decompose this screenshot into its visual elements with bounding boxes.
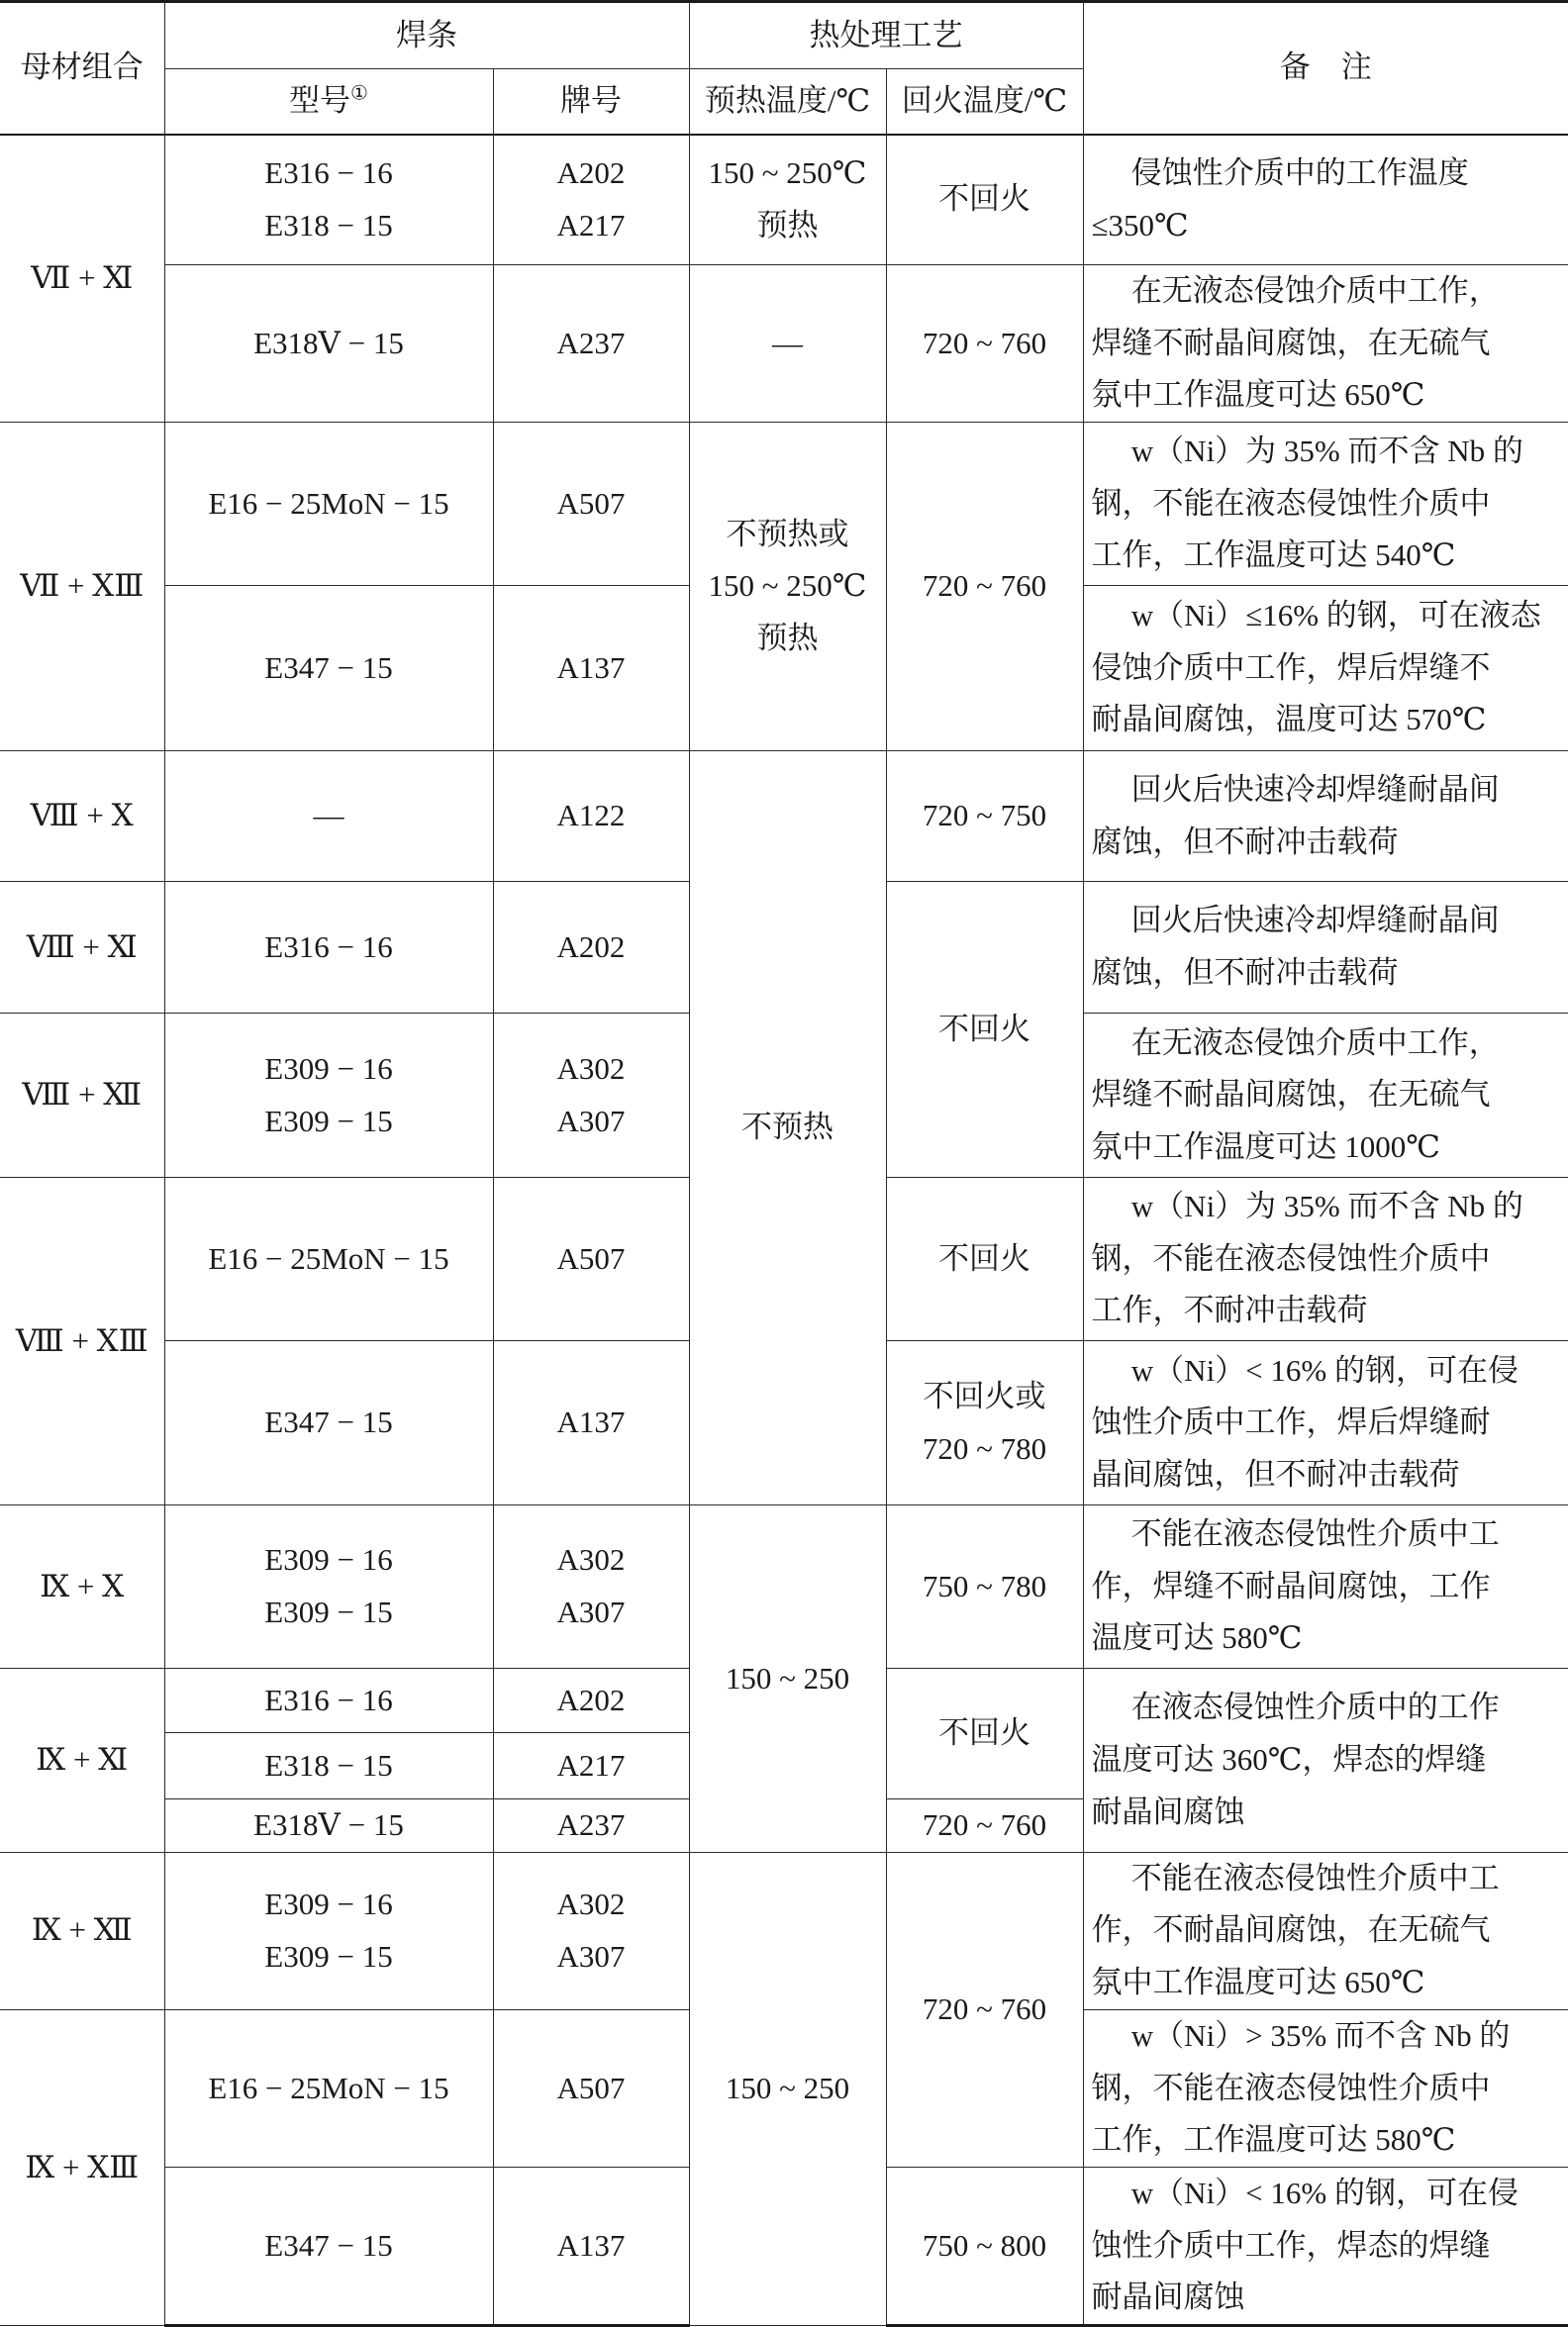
header-brand: 牌号 [493,69,689,135]
model-line: E309 − 16 [264,1887,393,1922]
base-cell: Ⅸ + Ⅻ [0,1852,164,2009]
note-line: w（Ni）≤16% 的钢，可在液态 [1130,598,1541,633]
brand-cell: A507 [493,2009,689,2167]
note-line: 耐晶间腐蚀，温度可达 570℃ [1091,702,1487,737]
note-cell [1083,2009,1568,2167]
model-cell: E16 − 25MoN − 15 [164,2009,493,2167]
note-line: w（Ni）> 35% 而不含 Nb 的 [1130,2017,1511,2053]
brand-cell: A137 [493,2167,689,2325]
brand-cell: A237 [493,1799,689,1853]
temper-cell: 750 ~ 800 [886,2167,1083,2325]
brand-line: A302 [556,1542,626,1578]
preheat-line: 150 ~ 250℃ [708,568,867,604]
base-cell: Ⅸ + Ⅹ [0,1505,164,1669]
header-model [164,69,493,135]
table-row [0,265,1568,423]
note-cell [1083,586,1568,751]
note-line: w（Ni）< 16% 的钢，可在侵 [1130,1352,1519,1388]
temper-cell: 750 ~ 780 [886,1505,1083,1669]
model-line: E309 − 16 [264,1050,393,1086]
note-line: 腐蚀，但不耐冲击载荷 [1091,824,1399,859]
base-cell: Ⅶ + ⅩⅢ [0,423,164,751]
table-row [0,423,1568,586]
model-cell: E16 − 25MoN − 15 [164,1178,493,1341]
brand-line: A307 [556,1103,626,1138]
temper-cell: 不回火 [886,1178,1083,1341]
base-cell: Ⅷ + Ⅻ [0,1014,164,1178]
brand-line: A302 [556,1050,626,1086]
brand-cell: A217 [493,1733,689,1799]
note-cell [1083,1852,1568,2009]
header-notes-text: 备 注 [1279,49,1372,85]
model-cell: E347 − 15 [164,1341,493,1505]
note-line: 焊缝不耐晶间腐蚀，在无硫气 [1091,325,1491,360]
model-line: E316 − 16 [264,155,393,191]
header-row-1 [0,2,1568,69]
model-line: E309 − 15 [264,1938,393,1974]
header-heat-treatment: 热处理工艺 [689,2,1083,69]
brand-cell: A137 [493,1341,689,1505]
note-line: 氛中工作温度可达 650℃ [1091,1965,1425,2000]
model-cell: E318Ⅴ − 15 [164,265,493,423]
note-cell [1083,1014,1568,1178]
header-preheat: 预热温度/℃ [689,69,886,135]
note-cell [1083,265,1568,423]
header-model-text: 型号 [289,82,351,118]
note-line: 氛中工作温度可达 1000℃ [1091,1128,1440,1164]
model-cell [164,1505,493,1669]
temper-cell [886,1341,1083,1505]
temper-cell: 720 ~ 750 [886,751,1083,882]
model-cell [164,1852,493,2009]
preheat-cell: 不预热 [689,751,886,1505]
note-line: 在无液态侵蚀介质中工作， [1130,273,1500,308]
note-line: 作，不耐晶间腐蚀，在无硫气 [1091,1912,1491,1948]
note-line: ≤350℃ [1091,207,1189,242]
table-row [0,751,1568,882]
note-cell [1083,1505,1568,1669]
note-line: 温度可达 360℃，焊态的焊缝 [1091,1742,1487,1778]
brand-cell: A237 [493,265,689,423]
brand-cell: A202 [493,882,689,1014]
base-cell: Ⅷ + Ⅺ [0,882,164,1014]
note-line: 焊缝不耐晶间腐蚀，在无硫气 [1091,1077,1491,1113]
temper-cell: 不回火 [886,135,1083,265]
preheat-cell: 150 ~ 250 [689,1505,886,1853]
temper-cell: 不回火 [886,1669,1083,1799]
preheat-line: 不预热或 [726,516,849,551]
note-line: 侵蚀性介质中的工作温度 [1130,155,1469,191]
table-row [0,135,1568,265]
preheat-cell [689,423,886,751]
note-line: 温度可达 580℃ [1091,1620,1303,1656]
brand-line: A202 [556,155,626,191]
note-line: 腐蚀，但不耐冲击载荷 [1091,955,1399,991]
temper-line: 720 ~ 780 [922,1430,1047,1466]
brand-cell: A507 [493,423,689,586]
header-base-material: 母材组合 [0,2,164,135]
brand-line: A217 [556,207,626,242]
model-line: E309 − 15 [264,1103,393,1138]
header-temper: 回火温度/℃ [886,69,1083,135]
note-line: 钢，不能在液态侵蚀性介质中 [1091,2070,1491,2105]
temper-cell: 720 ~ 760 [886,423,1083,751]
header-electrode: 焊条 [164,2,689,69]
note-cell [1083,1341,1568,1505]
note-line: 氛中工作温度可达 650℃ [1091,377,1425,413]
brand-line: A307 [556,1938,626,1974]
note-cell [1083,1669,1568,1853]
brand-cell: A507 [493,1178,689,1341]
table-row [0,1505,1568,1669]
brand-cell [493,1505,689,1669]
note-line: 工作，工作温度可达 540℃ [1091,537,1456,573]
model-cell [164,135,493,265]
note-cell [1083,2167,1568,2325]
note-line: 在液态侵蚀性介质中的工作 [1130,1690,1500,1725]
temper-cell: 720 ~ 760 [886,265,1083,423]
note-line: 作，焊缝不耐晶间腐蚀，工作 [1091,1568,1491,1603]
note-line: 耐晶间腐蚀 [1091,1794,1245,1829]
note-line: w（Ni）< 16% 的钢，可在侵 [1130,2175,1519,2210]
temper-cell: 不回火 [886,882,1083,1178]
base-cell: Ⅸ + Ⅺ [0,1669,164,1853]
note-cell [1083,1178,1568,1341]
note-line: 回火后快速冷却焊缝耐晶间 [1130,771,1500,807]
model-cell: E347 − 15 [164,2167,493,2325]
brand-cell: A137 [493,586,689,751]
note-cell [1083,751,1568,882]
base-cell: Ⅸ + ⅩⅢ [0,2009,164,2325]
note-line: 耐晶间腐蚀 [1091,2279,1245,2315]
base-cell: Ⅷ + ⅩⅢ [0,1178,164,1505]
temper-line: 不回火或 [923,1378,1046,1413]
model-line: E309 − 15 [264,1595,393,1630]
note-line: 回火后快速冷却焊缝耐晶间 [1130,903,1500,938]
note-line: 工作，不耐冲击载荷 [1091,1293,1368,1328]
footnote-marker: ① [350,82,368,105]
temper-cell: 720 ~ 760 [886,1799,1083,1853]
model-cell: E316 − 16 [164,1669,493,1733]
model-line: E309 − 16 [264,1542,393,1578]
note-cell [1083,423,1568,586]
model-cell: E16 − 25MoN − 15 [164,423,493,586]
note-line: w（Ni）为 35% 而不含 Nb 的 [1130,1189,1523,1224]
brand-cell: A202 [493,1669,689,1733]
header-notes [1083,2,1568,135]
brand-cell [493,1852,689,2009]
note-line: 不能在液态侵蚀性介质中工 [1130,1516,1500,1552]
brand-cell [493,135,689,265]
note-line: 晶间腐蚀，但不耐冲击载荷 [1091,1456,1460,1492]
note-line: 钢，不能在液态侵蚀性介质中 [1091,485,1491,521]
preheat-line: 预热 [756,207,819,242]
model-cell: E318Ⅴ − 15 [164,1799,493,1853]
brand-cell [493,1014,689,1178]
preheat-cell: 150 ~ 250 [689,1852,886,2325]
note-cell [1083,882,1568,1014]
brand-cell: A122 [493,751,689,882]
note-line: 蚀性介质中工作，焊后焊缝耐 [1091,1405,1491,1440]
brand-line: A307 [556,1595,626,1630]
model-cell: E318 − 15 [164,1733,493,1799]
note-line: 在无液态侵蚀介质中工作， [1130,1024,1500,1060]
base-cell: Ⅷ + Ⅹ [0,751,164,882]
model-cell: E347 − 15 [164,586,493,751]
note-line: 蚀性介质中工作，焊态的焊缝 [1091,2227,1491,2263]
base-cell: Ⅶ + Ⅺ [0,135,164,423]
model-cell: — [164,751,493,882]
preheat-line: 预热 [756,620,819,655]
temper-cell: 720 ~ 760 [886,1852,1083,2167]
note-cell [1083,135,1568,265]
preheat-cell [689,135,886,265]
preheat-cell: — [689,265,886,423]
brand-line: A302 [556,1887,626,1922]
note-line: 工作，工作温度可达 580℃ [1091,2122,1456,2158]
note-line: 钢，不能在液态侵蚀性介质中 [1091,1240,1491,1276]
model-line: E318 − 15 [264,207,393,242]
model-cell: E316 − 16 [164,882,493,1014]
preheat-line: 150 ~ 250℃ [708,155,867,191]
model-cell [164,1014,493,1178]
note-line: 侵蚀介质中工作，焊后焊缝不 [1091,649,1491,685]
note-line: 不能在液态侵蚀性介质中工 [1130,1860,1500,1895]
table-row [0,1852,1568,2009]
note-line: w（Ni）为 35% 而不含 Nb 的 [1130,434,1523,469]
